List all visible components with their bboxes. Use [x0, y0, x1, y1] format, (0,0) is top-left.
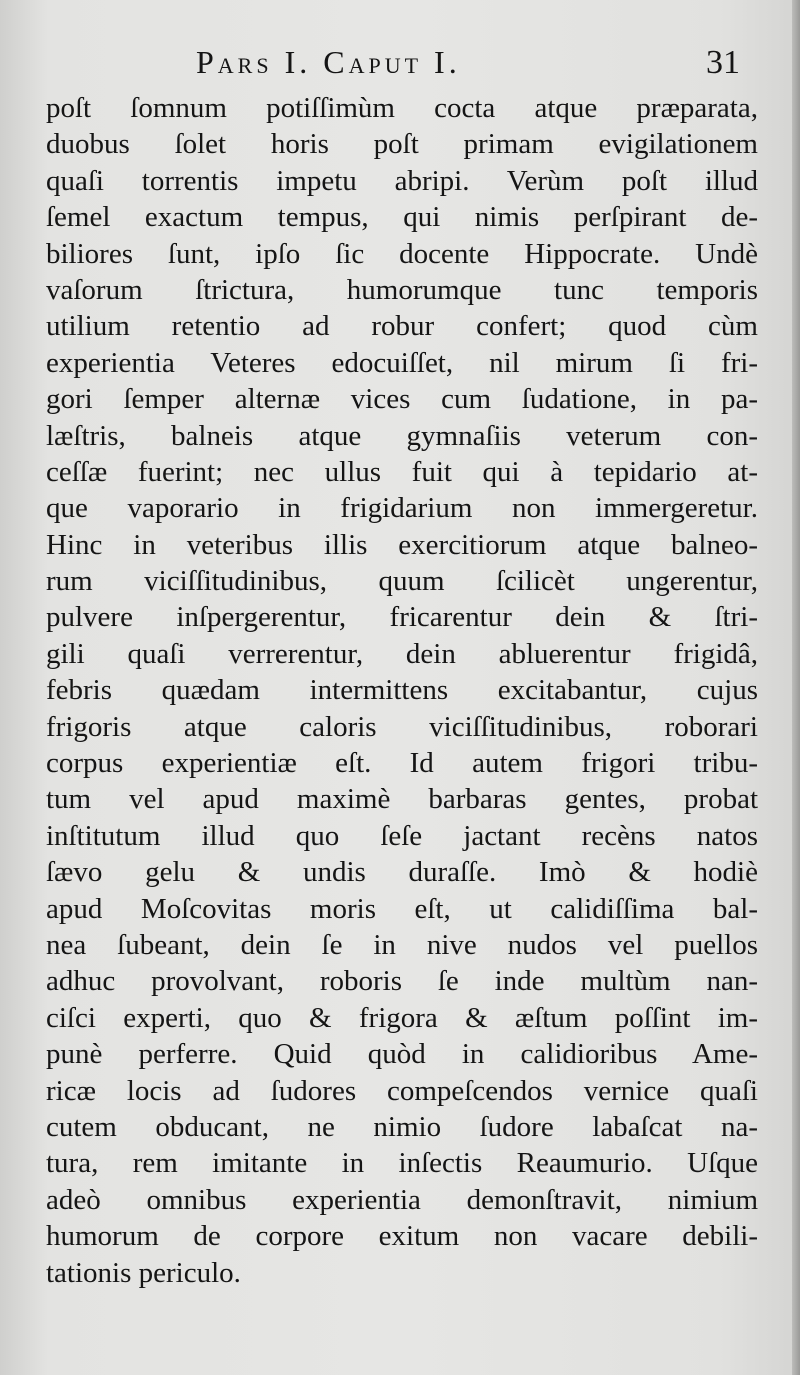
text-line: cutem obducant, ne nimio ſudore labaſcat na-: [46, 1110, 758, 1143]
page-edge-shadow: [792, 0, 800, 1375]
text-line: duobus ſolet horis poſt primam evigilationem: [46, 128, 758, 161]
text-line: ceſſæ fuerint; nec ullus fuit qui à tepidario at-: [46, 455, 758, 488]
text-line: poſt ſomnum potiſſimùm cocta atque præparata,: [46, 92, 758, 124]
page-number: 31: [706, 44, 740, 81]
text-line: gili quaſi verrerentur, dein abluerentur frigidâ,: [46, 637, 758, 670]
text-line: adhuc provolvant, roboris ſe inde multùm nan-: [46, 965, 758, 998]
text-line: experientia Veteres edocuiſſet, nil mirum ſi fri-: [46, 346, 758, 379]
text-line: nea ſubeant, dein ſe in nive nudos vel puellos: [46, 928, 758, 961]
text-line: febris quædam intermittens excitabantur, cujus: [46, 674, 758, 707]
text-line: tum vel apud maximè barbaras gentes, probat: [46, 783, 758, 816]
page-header: [0, 44, 800, 94]
text-line: humorum de corpore exitum non vacare debili-: [46, 1220, 758, 1253]
text-line: frigoris atque caloris viciſſitudinibus, roborari: [46, 710, 758, 743]
text-line: ſævo gelu & undis duraſſe. Imò & hodiè: [46, 856, 758, 889]
text-line: tura, rem imitante in inſectis Reaumurio. Uſque: [46, 1147, 758, 1180]
text-line: apud Moſcovitas moris eſt, ut calidiſſima bal-: [46, 892, 758, 925]
text-line: ricæ locis ad ſudores compeſcendos vernice quaſi: [46, 1074, 758, 1107]
text-line: inſtitutum illud quo ſeſe jactant recèns natos: [46, 819, 758, 852]
text-line: ſemel exactum tempus, qui nimis perſpirant de-: [46, 201, 758, 234]
text-line: tationis periculo.: [46, 1256, 241, 1289]
text-line: adeò omnibus experientia demonſtravit, nimium: [46, 1183, 758, 1216]
text-line: punè perferre. Quid quòd in calidioribus Ame-: [46, 1038, 758, 1071]
text-line: utilium retentio ad robur confert; quod cùm: [46, 310, 758, 343]
text-line: que vaporario in frigidarium non immergeretur.: [46, 492, 758, 525]
text-line: quaſi torrentis impetu abripi. Verùm poſt illud: [46, 164, 758, 197]
text-line: læſtris, balneis atque gymnaſiis veterum con-: [46, 419, 758, 452]
text-line: ciſci experti, quo & frigora & æſtum poſſint im-: [46, 1001, 758, 1034]
text-line: Hinc in veteribus illis exercitiorum atque balneo-: [46, 528, 758, 561]
text-line: pulvere inſpergerentur, fricarentur dein & ſtri-: [46, 601, 758, 634]
text-line: rum viciſſitudinibus, quum ſcilicèt ungerentur,: [46, 565, 758, 598]
text-line: biliores ſunt, ipſo ſic docente Hippocrate. Undè: [46, 237, 758, 270]
body-text: [46, 90, 758, 1291]
text-line: corpus experientiæ eſt. Id autem frigori tribu-: [46, 747, 758, 780]
running-head: Pars I. Caput I.: [196, 44, 461, 80]
text-line: vaſorum ſtrictura, humorumque tunc temporis: [46, 273, 758, 306]
text-line: gori ſemper alternæ vices cum ſudatione, in pa-: [46, 383, 758, 416]
